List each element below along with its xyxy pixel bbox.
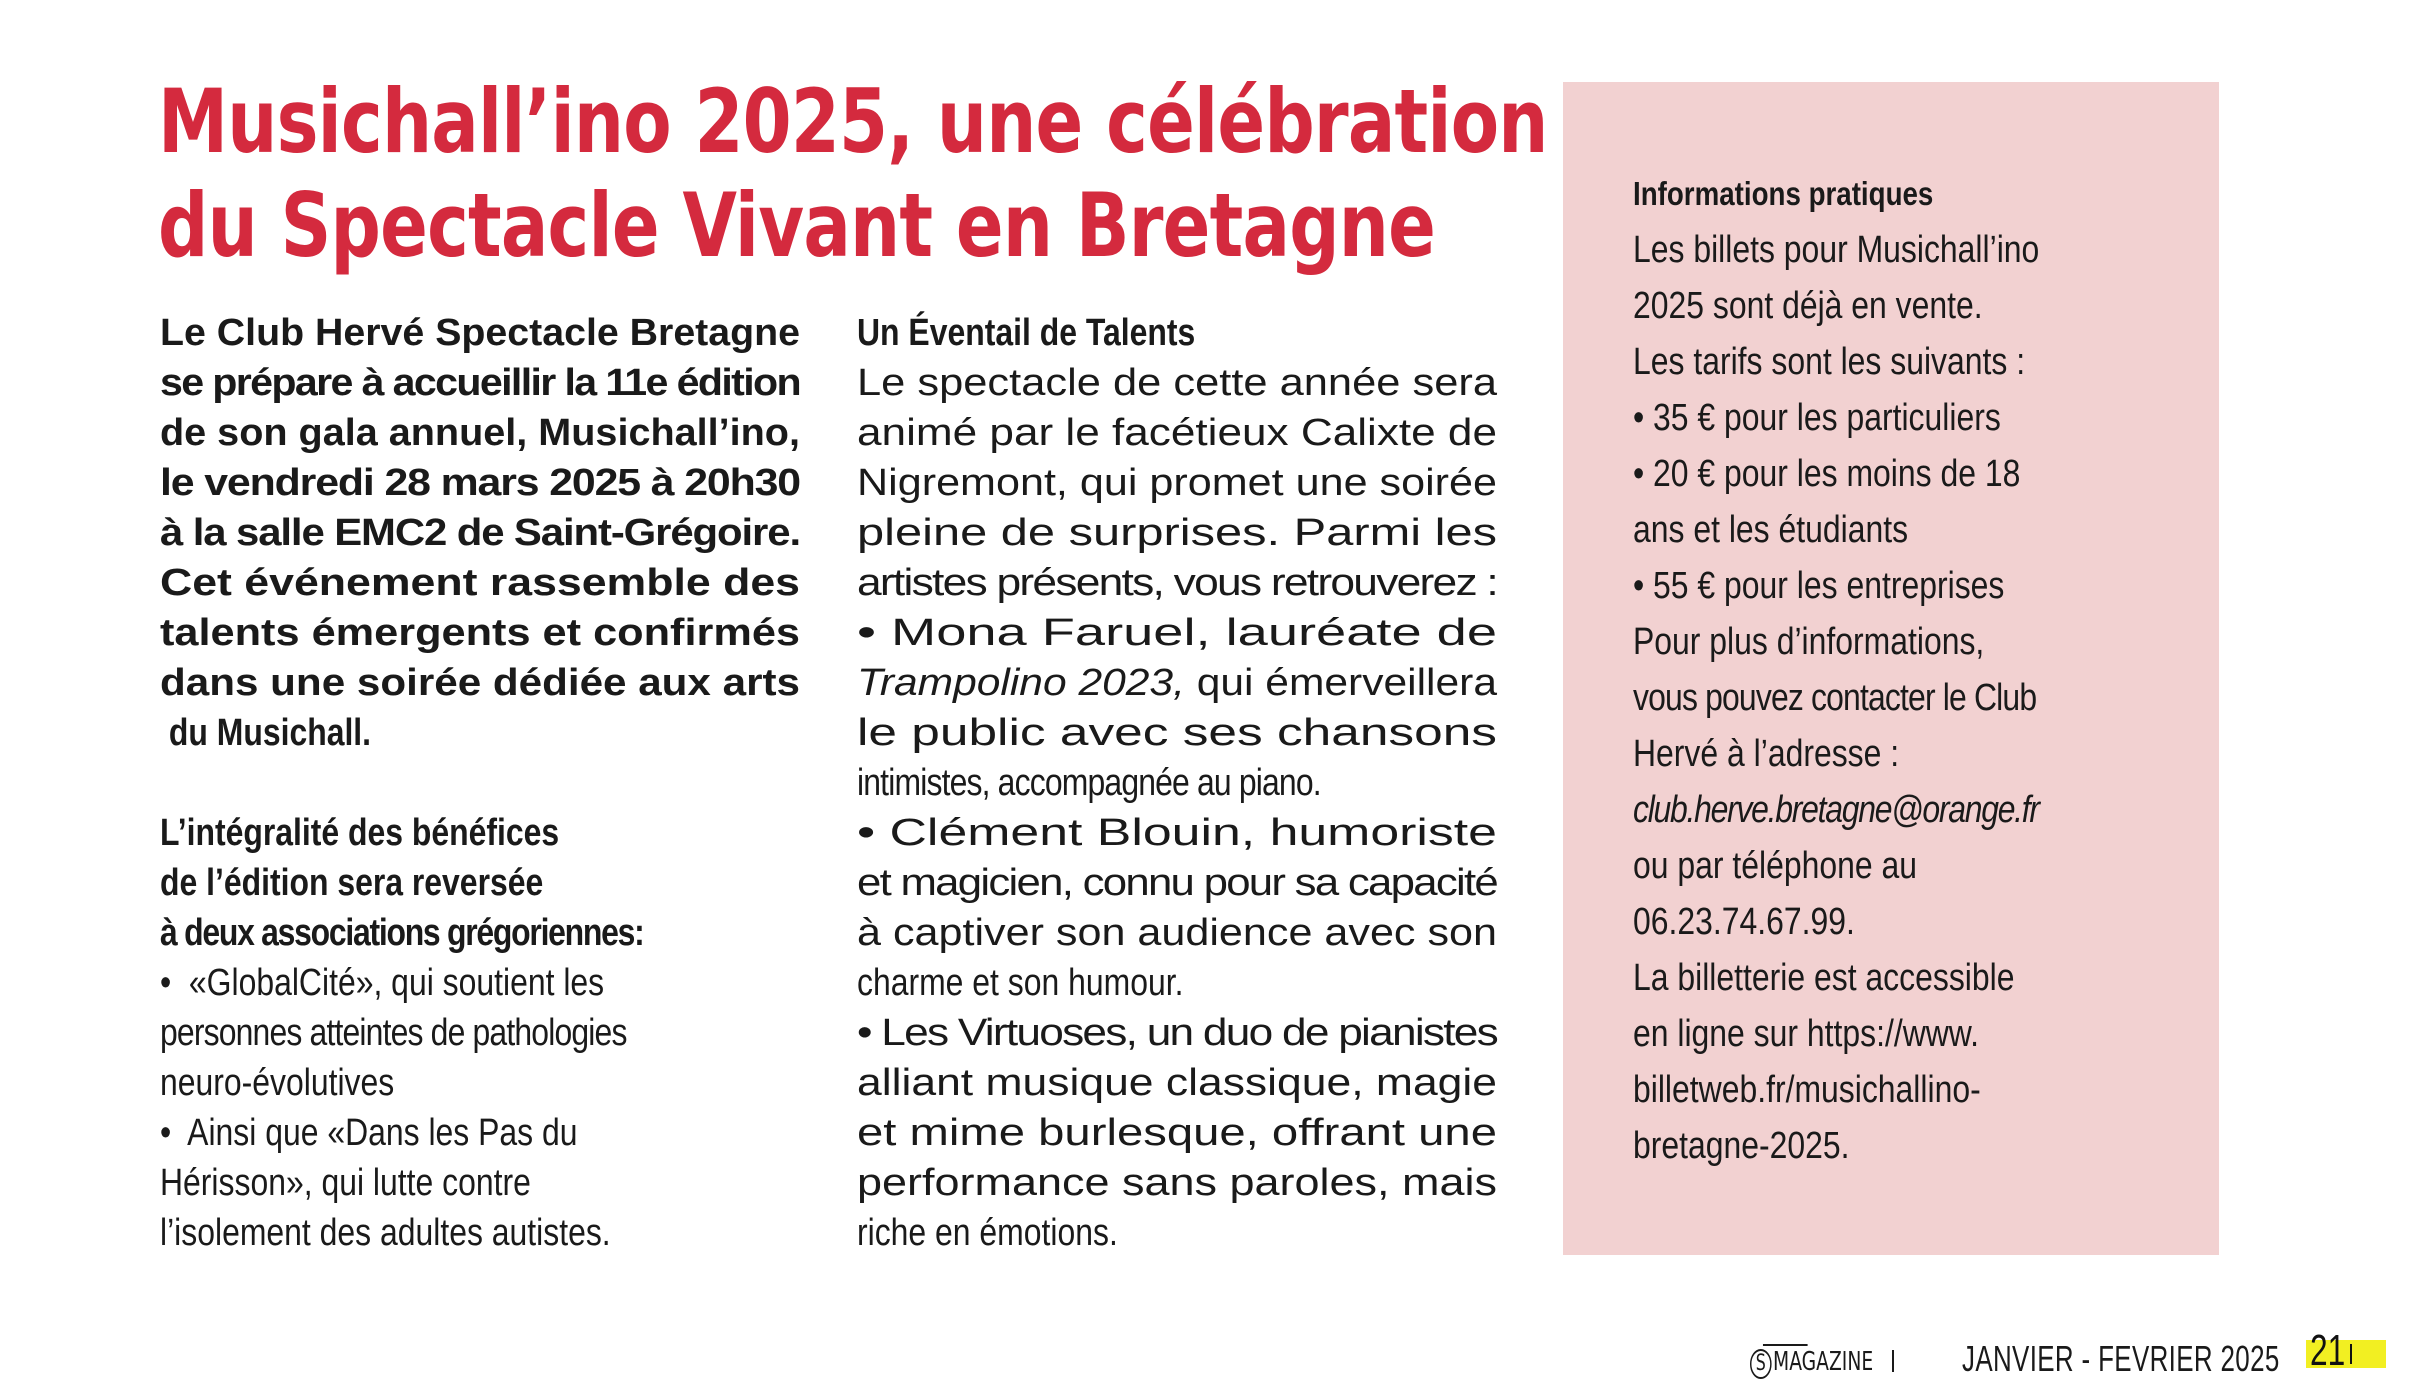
body-line: pleine de surprises. Parmi les [857, 512, 1497, 554]
body-line: le public avec ses chansons [857, 712, 1497, 754]
price-item: • 20 € pour les moins de 18 [1633, 453, 2021, 495]
body-line-with-italic [857, 658, 1497, 708]
logo-initial: S [1750, 1349, 1772, 1379]
intro-line: de son gala annuel, Musichall’ino, [160, 412, 800, 454]
magazine-logo [1750, 1347, 1873, 1379]
intro-line: se prépare à accueillir la 11e édition [160, 362, 800, 404]
paragraph-gap [160, 758, 800, 808]
italic-title: Trampolino 2023, [857, 662, 1185, 704]
article-title-line-1: Musichall’ino 2025, une célébration [158, 70, 1548, 173]
benefits-paragraph [160, 808, 800, 958]
body-line: et magicien, connu pour sa capacité [857, 862, 1497, 904]
intro-line: du Musichall. [160, 712, 372, 754]
url-line[interactable]: en ligne sur https://www. [1633, 1013, 1979, 1055]
page-number-bar [2350, 1344, 2352, 1364]
intro-paragraph [160, 308, 800, 758]
info-line: Hervé à l’adresse : [1633, 733, 1900, 775]
price-item: • 35 € pour les particuliers [1633, 397, 2001, 439]
issue-date: JANVIER - FEVRIER 2025 [1962, 1338, 2280, 1379]
logo-overline [1763, 1344, 1808, 1346]
body-line: charme et son humour. [857, 962, 1184, 1004]
info-box-content [1633, 174, 2193, 1174]
body-line: • Mona Faruel, lauréate de [857, 612, 1497, 654]
body-line: • Clément Blouin, humoriste [857, 812, 1497, 854]
intro-line: talents émergents et confirmés [160, 612, 800, 654]
intro-line: dans une soirée dédiée aux arts [160, 662, 800, 704]
article-title [158, 70, 1548, 278]
price-item-continued: ans et les étudiants [1633, 509, 1909, 551]
body-line: riche en émotions. [857, 1212, 1118, 1254]
info-line: Les tarifs sont les suivants : [1633, 341, 2026, 383]
info-line: Les billets pour Musichall’ino [1633, 229, 2040, 271]
benefits-line: L’intégralité des bénéfices [160, 812, 560, 854]
info-line: 2025 sont déjà en vente. [1633, 285, 1983, 327]
association-line: personnes atteintes de pathologies [160, 1012, 627, 1054]
info-line: vous pouvez contacter le Club [1633, 677, 2037, 719]
info-box-heading: Informations pratiques [1633, 175, 1934, 212]
association-line: • Ainsi que «Dans les Pas du [160, 1112, 578, 1154]
body-line: et mime burlesque, offrant une [857, 1112, 1497, 1154]
associations-list [160, 958, 800, 1258]
intro-line: Cet événement rassemble des [160, 562, 800, 604]
intro-line: le vendredi 28 mars 2025 à 20h30 [160, 462, 800, 504]
info-box [1563, 82, 2219, 1255]
association-line: neuro-évolutives [160, 1062, 395, 1104]
association-line: Hérisson», qui lutte contre [160, 1162, 531, 1204]
association-line: l’isolement des adultes autistes. [160, 1212, 611, 1254]
benefits-line: de l’édition sera reversée [160, 862, 544, 904]
body-line: à captiver son audience avec son [857, 912, 1497, 954]
body-line: artistes présents, vous retrouverez : [857, 562, 1497, 604]
body-line-rest: qui émerveillera [1196, 662, 1497, 704]
url-line[interactable]: bretagne-2025. [1633, 1125, 1850, 1167]
url-line[interactable]: billetweb.fr/musichallino- [1633, 1069, 1981, 1111]
page-footer [0, 1326, 2416, 1390]
column-left [160, 308, 800, 1258]
intro-line: Le Club Hervé Spectacle Bretagne [160, 312, 800, 354]
logo-text: MAGAZINE [1773, 1347, 1874, 1377]
body-line: animé par le facétieux Calixte de [857, 412, 1497, 454]
benefits-line: à deux associations grégoriennes: [160, 912, 644, 954]
phone-number[interactable]: 06.23.74.67.99. [1633, 901, 1855, 943]
email-link[interactable]: club.herve.bretagne@orange.fr [1633, 789, 2039, 831]
page-number: 21 [2310, 1326, 2346, 1375]
info-line: ou par téléphone au [1633, 845, 1917, 887]
section-heading: Un Éventail de Talents [857, 312, 1196, 354]
body-line: intimistes, accompagnée au piano. [857, 762, 1321, 804]
intro-line: à la salle EMC2 de Saint-Grégoire. [160, 512, 800, 554]
body-line: performance sans paroles, mais [857, 1162, 1497, 1204]
association-line: • «GlobalCité», qui soutient les [160, 962, 605, 1004]
body-line: alliant musique classique, magie [857, 1062, 1497, 1104]
column-middle [857, 308, 1497, 1258]
body-line: Nigremont, qui promet une soirée [857, 462, 1497, 504]
footer-divider [1892, 1350, 1894, 1372]
body-line: Le spectacle de cette année sera [857, 362, 1497, 404]
info-line: Pour plus d’informations, [1633, 621, 1985, 663]
article-title-line-2: du Spectacle Vivant en Bretagne [158, 174, 1436, 277]
body-line: • Les Virtuoses, un duo de pianistes [857, 1012, 1497, 1054]
info-line: La billetterie est accessible [1633, 957, 2015, 999]
price-item: • 55 € pour les entreprises [1633, 565, 2005, 607]
